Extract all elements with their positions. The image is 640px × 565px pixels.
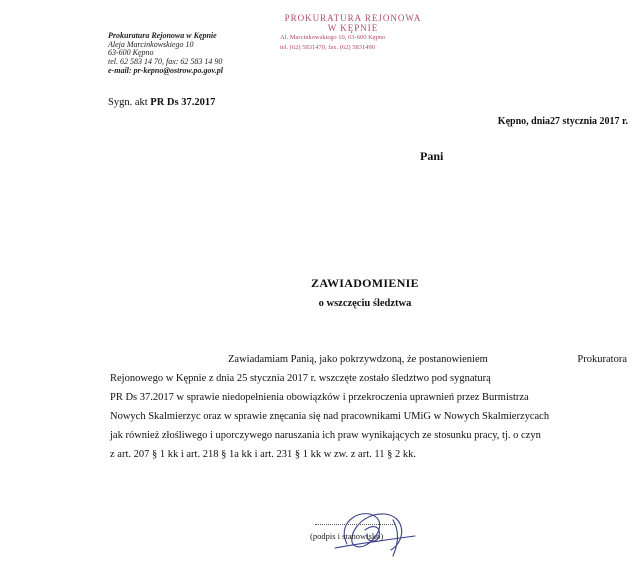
letterhead-email: e-mail: pr-kepno@ostrow.po.gov.pl — [108, 65, 223, 75]
body-line-1a: Zawiadamiam Panią, jako pokrzywdzoną, że postanowieniem — [228, 354, 488, 365]
body-line — [110, 388, 627, 407]
case-reference-label: Sygn. akt — [108, 97, 151, 108]
stamp-line-1: PROKURATURA REJONOWA — [284, 13, 422, 23]
recipient: Pani — [420, 149, 444, 163]
document-subtitle: o wszczęciu śledztwa — [318, 298, 412, 309]
body-line-5: jak również złośliwego i uporczywego naruszania ich praw wynikających ze stosunku pracy, tj. o czyn — [110, 430, 541, 441]
body-line — [110, 445, 627, 464]
body-line-2: Rejonowego w Kępnie z dnia 25 stycznia 2017 r. wszczęte zostało śledztwo pod sygnaturą — [110, 373, 491, 384]
stamp-line-2: W KĘPNIE — [327, 22, 379, 33]
body-line — [110, 350, 627, 369]
letterhead-city: 63-600 Kępno — [108, 48, 154, 58]
body-line — [110, 407, 627, 426]
stamp-line-3: Al. Marcinkowskiego 10, 63-600 Kępno — [280, 34, 386, 41]
office-stamp — [278, 14, 428, 52]
document-date: Kępno, dnia27 stycznia 2017 r. — [497, 116, 628, 127]
body-line-6: z art. 207 § 1 kk i art. 218 § 1a kk i art. 231 § 1 kk w zw. z art. 11 § 2 kk. — [110, 449, 416, 460]
body-line-3: PR Ds 37.2017 w sprawie niedopełnienia obowiązków i przekroczenia uprawnień przez Burmistrza — [110, 392, 529, 403]
body-line — [110, 369, 627, 388]
body-line-4: Nowych Skalmierzyc oraz w sprawie znęcania się nad pracownikami UMiG w Nowych Skalmierzycach — [110, 411, 550, 422]
notice-body — [110, 350, 627, 464]
signature-line — [315, 524, 395, 525]
letterhead-org: Prokuratura Rejonowa w Kępnie — [108, 31, 217, 40]
signature-label: (podpis i stanowisko) — [310, 531, 384, 541]
body-line — [110, 426, 627, 445]
letterhead — [108, 32, 223, 76]
case-reference — [108, 97, 215, 108]
letterhead-phone: tel. 62 583 14 70, fax: 62 583 14 90 — [108, 57, 223, 67]
body-line-1b: Prokuratora — [577, 354, 627, 365]
case-reference-value: PR Ds 37.2017 — [150, 97, 216, 108]
stamp-line-4: tel. (62) 5831470, fax. (62) 5831490 — [280, 43, 375, 51]
document-title: ZAWIADOMIENIE — [311, 276, 419, 290]
letterhead-street: Aleja Marcinkowskiego 10 — [108, 39, 194, 49]
